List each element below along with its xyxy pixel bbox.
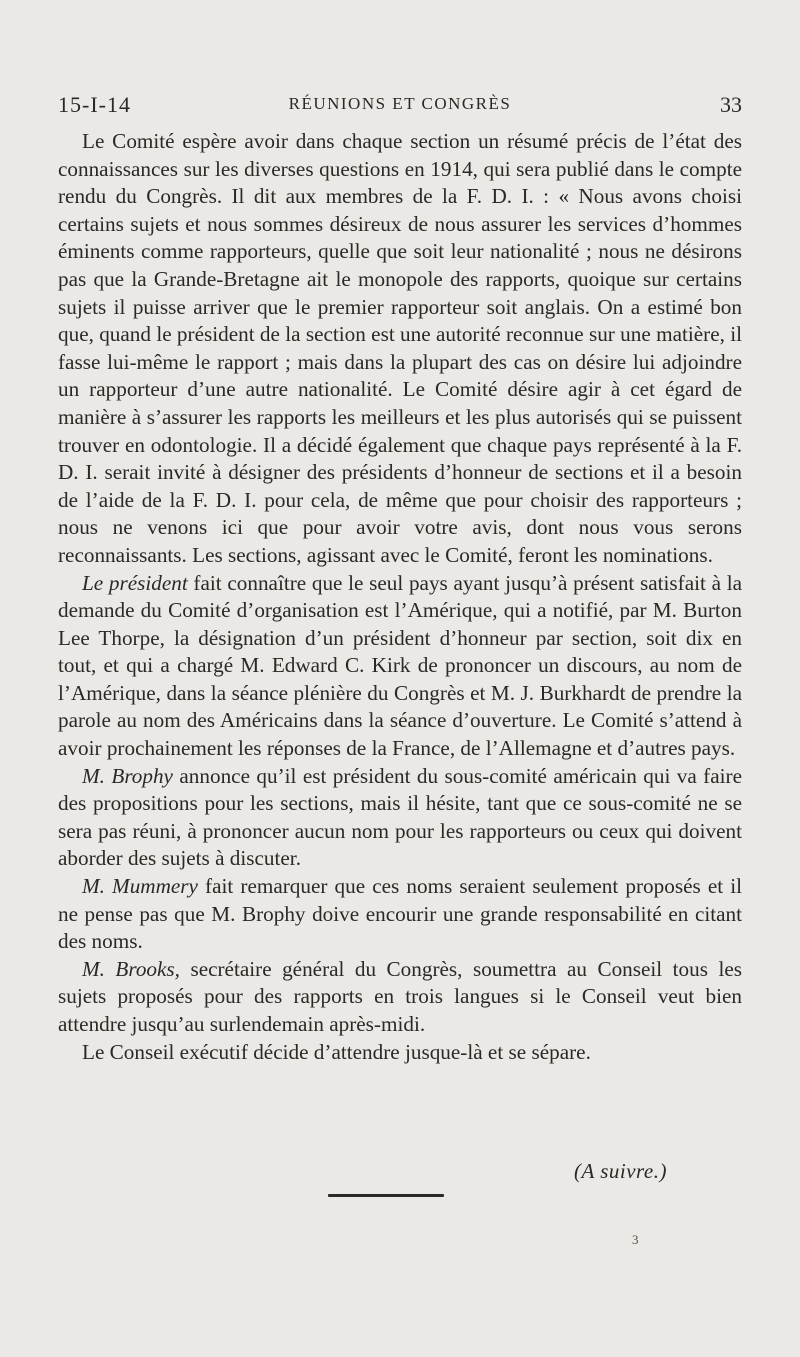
speaker-name: M. Brophy: [82, 763, 173, 788]
signature-mark: 3: [632, 1232, 639, 1247]
paragraph-text: secrétaire général du Congrès, soumettra au Conseil tous les sujets proposés pour des rapports en trois langues si le Conseil veut bien attendre jusqu’au surlendemain après-midi.: [58, 956, 742, 1036]
page-number: 33: [720, 92, 742, 117]
to-be-continued: (A suivre.): [574, 1159, 667, 1183]
speaker-name: Le président: [82, 570, 188, 595]
paragraph-text: Le Conseil exécutif décide d’attendre jusque-là et se sépare.: [82, 1039, 591, 1064]
paragraph-brophy: [58, 763, 742, 873]
speaker-name: M. Brooks,: [82, 956, 180, 981]
running-head: [58, 92, 742, 122]
speaker-name: M. Mummery: [82, 874, 198, 899]
paragraph-text: Le Comité espère avoir dans chaque section un résumé précis de l’état des connaissances sur les diverses questions en 1914, qui sera publié dans le compte rendu du Congrès. Il dit aux membres de la F. D. I. : « Nous avons choisi certains sujets et nous sommes désireux de nous assurer les services d’hommes éminents comme rapporteurs, quelle que soit leur nationalité ; nous ne désirons pas que la Grande-Bretagne ait le monopole des rapports, quoique sur certains sujets il puisse arriver que le premier rapporteur soit anglais. On a estimé bon que, quand le président de la section est une autorité reconnue sur une matière, il fasse lui-même le rapport ; mais dans la plupart des cas on désire lui adjoindre un rapporteur d’une autre nationalité. Le Comité désire agir à cet égard de manière à s’assurer les rapports les meilleurs et les plus autorisés qui se puissent trouver en odontologie. Il a décidé également que chaque pays représenté à la F. D. I. serait invité à désigner des présidents d’honneur de sections et il a besoin de l’aide de la F. D. I. pour cela, de même que pour choisir des rapporteurs ; nous ne venons ici que pour avoir votre avis, dont nous vous serons reconnaissants. Les sections, agissant avec le Comité, feront les nominations.: [58, 129, 742, 567]
paragraph-closing: [58, 1039, 742, 1067]
paragraph-text: annonce qu’il est président du sous-comité américain qui va faire des propositions pour les sections, mais il hésite, tant que ce sous-comité ne se sera pas réuni, à prononcer aucun nom pour les rapporteurs ou ceux qui doivent aborder des sujets à discuter.: [58, 763, 742, 871]
paragraph-president: [58, 570, 742, 763]
paragraph-brooks: [58, 956, 742, 1039]
paragraph-mummery: [58, 873, 742, 956]
end-rule: [328, 1194, 444, 1197]
body-text: [58, 128, 742, 1066]
section-title: RÉUNIONS ET CONGRÈS: [288, 94, 512, 113]
paragraph-text: fait remarquer que ces noms seraient seulement proposés et il ne pense pas que M. Brophy doive encourir une grande responsabilité en citant des noms.: [58, 874, 742, 954]
paragraph-text: fait connaître que le seul pays ayant jusqu’à présent satisfait à la demande du Comité d’organisation est l’Amérique, qui a notifié, par M. Burton Lee Thorpe, la désignation d’un président d’honneur par section, soit dix en tout, et qui a chargé M. Edward C. Kirk de prononcer un discours, au nom de l’Amérique, dans la séance plénière du Congrès et M. J. Burkhardt de prendre la parole au nom des Américains dans la séance d’ouverture. Le Comité s’attend à avoir prochainement les réponses de la France, de l’Allemagne et d’autres pays.: [58, 570, 742, 761]
issue-date: 15-I-14: [58, 92, 131, 117]
paragraph-committee-statement: [58, 128, 742, 570]
